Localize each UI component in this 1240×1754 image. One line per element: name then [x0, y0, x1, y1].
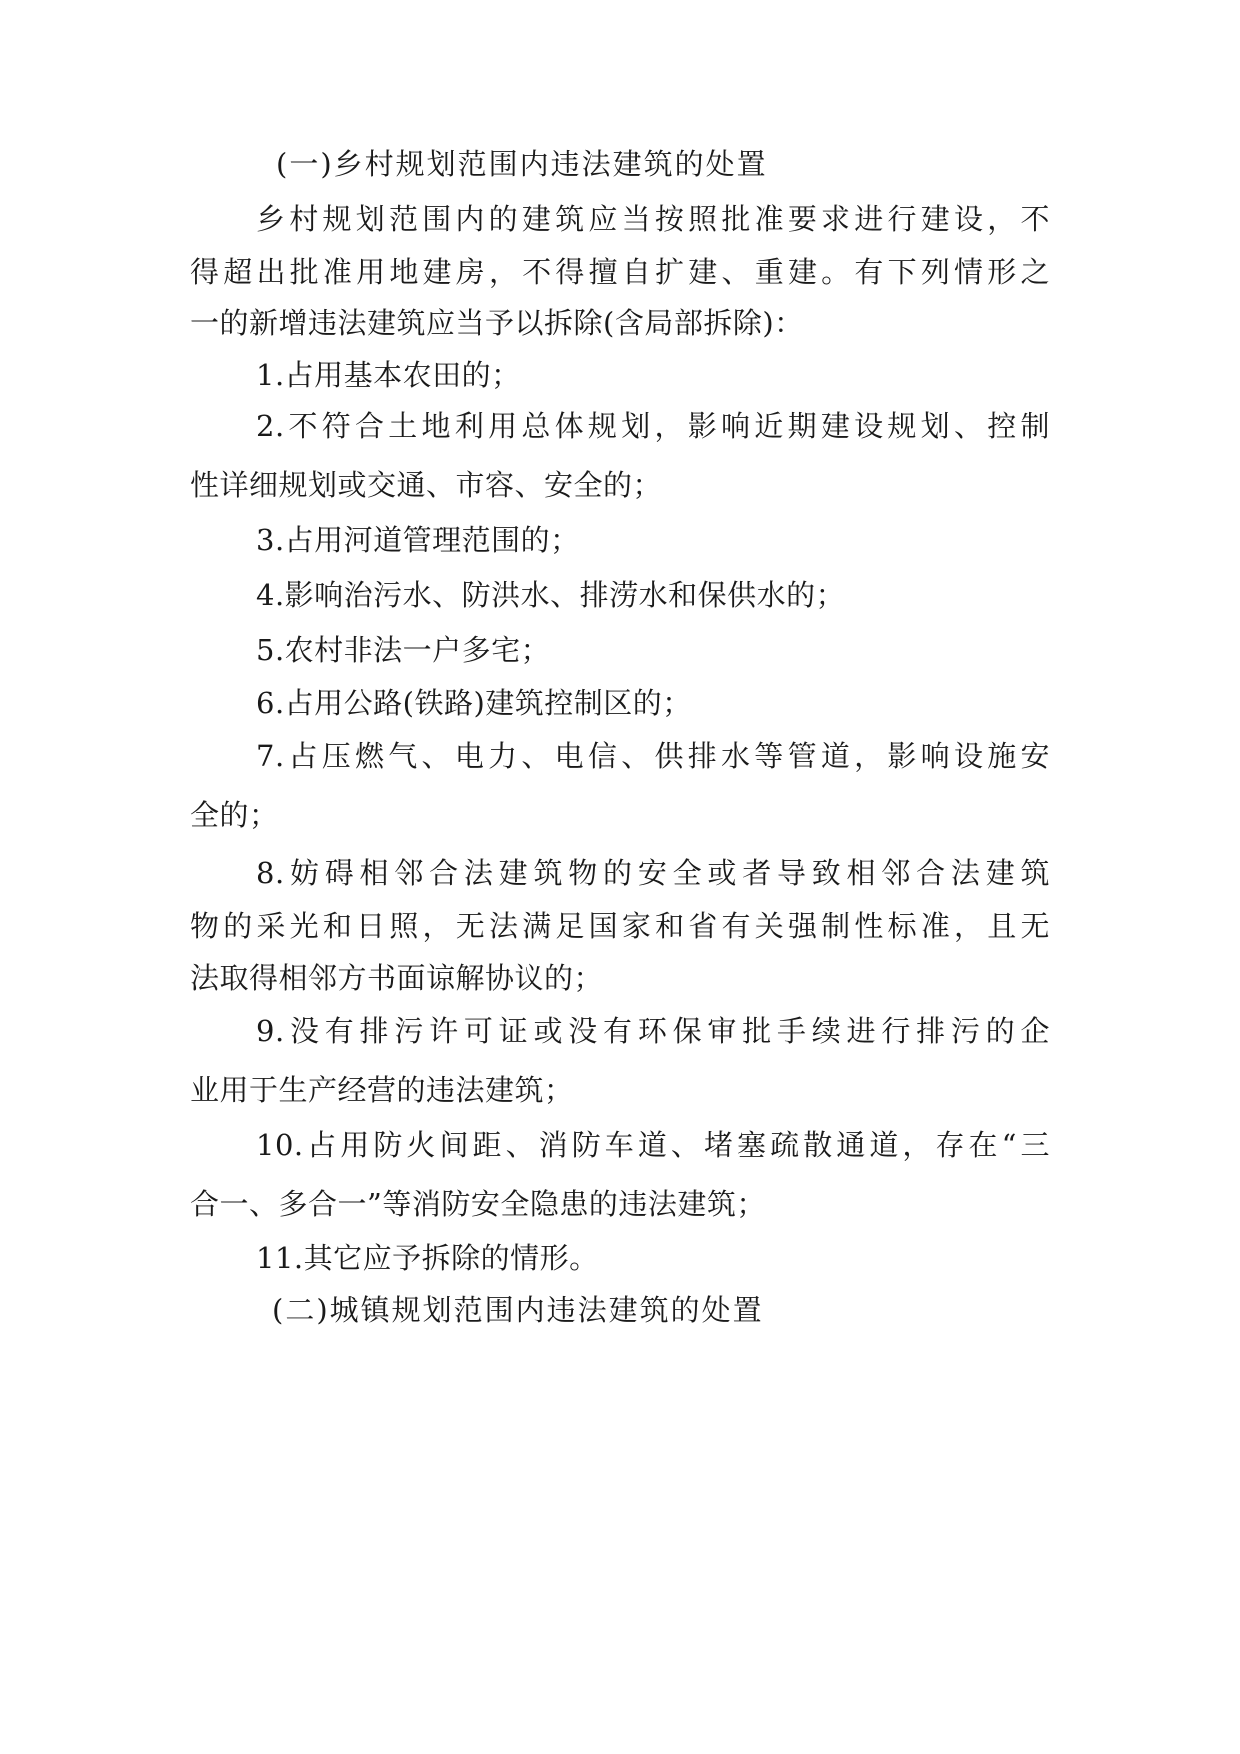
- list-item: 3.占用河道管理范围的；: [256, 523, 580, 557]
- list-item: 6.占用公路(铁路)建筑控制区的；: [256, 686, 692, 720]
- list-item-continuation: 法取得相邻方书面谅解协议的；: [190, 961, 604, 995]
- list-item: 5.农村非法一户多宅；: [256, 633, 551, 667]
- list-item: 1.占用基本农田的；: [256, 358, 521, 392]
- list-item: 9.没有排污许可证或没有环保审批手续进行排污的企: [256, 1014, 1050, 1048]
- paragraph-line: 得超出批准用地建房，不得擅自扩建、重建。有下列情形之: [190, 255, 1050, 289]
- paragraph-line: 乡村规划范围内的建筑应当按照批准要求进行建设，不: [256, 202, 1050, 236]
- section-heading-rural: (一)乡村规划范围内违法建筑的处置: [276, 147, 768, 181]
- list-item-continuation: 物的采光和日照，无法满足国家和省有关强制性标准，且无: [190, 909, 1050, 943]
- list-item-continuation: 合一、多合一”等消防安全隐患的违法建筑；: [190, 1187, 766, 1221]
- list-item: 4.影响治污水、防洪水、排涝水和保供水的；: [256, 578, 846, 612]
- list-item: 10.占用防火间距、消防车道、堵塞疏散通道，存在“三: [256, 1128, 1050, 1162]
- list-item: 7.占压燃气、电力、电信、供排水等管道，影响设施安: [256, 739, 1050, 773]
- list-item: 8.妨碍相邻合法建筑物的安全或者导致相邻合法建筑: [256, 856, 1050, 890]
- section-heading-urban: (二)城镇规划范围内违法建筑的处置: [272, 1293, 764, 1327]
- list-item-continuation: 全的；: [190, 798, 279, 832]
- list-item: 2.不符合土地利用总体规划，影响近期建设规划、控制: [256, 409, 1050, 443]
- list-item-continuation: 性详细规划或交通、市容、安全的；: [190, 468, 663, 502]
- list-item: 11.其它应予拆除的情形。: [256, 1241, 599, 1275]
- list-item-continuation: 业用于生产经营的违法建筑；: [190, 1073, 574, 1107]
- paragraph-line: 一的新增违法建筑应当予以拆除(含局部拆除)：: [190, 306, 804, 340]
